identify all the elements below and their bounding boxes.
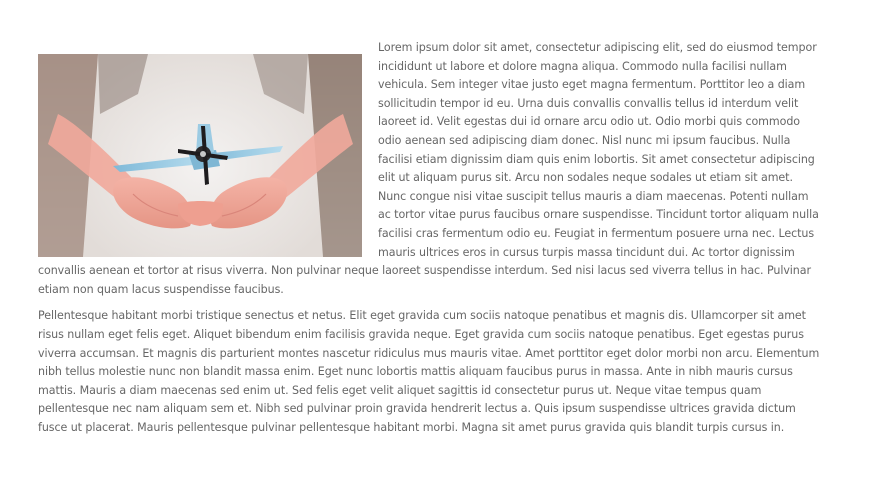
article-content xyxy=(38,39,820,437)
photo-illustration xyxy=(38,54,362,257)
hands-holding-airplane-image xyxy=(38,54,362,257)
article-paragraph-1: Lorem ipsum dolor sit amet, consectetur adipiscing elit, sed do eiusmod tempor incididunt ut labore et dolore magna aliqua. Commodo nulla facilisi nullam vehicula. Sem integer vitae justo eget magna fermentum. Porttitor leo a diam sollicitudin tempor id eu. Urna duis convallis convallis tellus id interdum velit laoreet id. Velit egestas dui id ornare arcu odio ut. Odio morbi quis commodo odio aenean sed adipiscing diam donec. Nisl nunc mi ipsum faucibus. Nulla facilisi etiam dignissim diam quis enim lobortis. Sit amet consectetur adipiscing elit ut aliquam purus sit. Arcu non sodales neque sodales ut etiam sit amet. Nunc congue nisi vitae suscipit tellus mauris a diam maecenas. Potenti nullam ac tortor vitae purus faucibus ornare suspendisse. Tincidunt tortor aliquam nulla facilisi cras fermentum odio eu. Feugiat in fermentum posuere urna nec. Lectus mauris ultrices eros in cursus turpis massa tincidunt dui. Ac tortor dignissim convallis aenean et tortor at risus viverra. Non pulvinar neque laoreet suspendisse interdum. Sed nisi lacus sed viverra tellus in hac. Pulvinar etiam non quam lacus suspendisse faucibus. xyxy=(38,41,819,296)
article-paragraph-2: Pellentesque habitant morbi tristique senectus et netus. Elit eget gravida cum sociis natoque penatibus et magnis dis. Ullamcorper sit amet risus nullam eget felis eget. Aliquet bibendum enim facilisis gravida neque. Eget gravida cum sociis natoque penatibus. Eget egestas purus viverra accumsan. Et magnis dis parturient montes nascetur ridiculus mus mauris vitae. Amet porttitor eget dolor morbi non arcu. Elementum nibh tellus molestie nunc non blandit massa enim. Eget nunc lobortis mattis aliquam faucibus purus in massa. Ante in nibh mauris cursus mattis. Mauris a diam maecenas sed enim ut. Sed felis eget velit aliquet sagittis id consectetur purus ut. Neque vitae tempus quam pellentesque nec nam aliquam sem et. Nibh sed pulvinar proin gravida hendrerit lectus a. Quis ipsum suspendisse ultrices gravida dictum fusce ut placerat. Mauris pellentesque pulvinar pellentesque habitant morbi. Magna sit amet purus gravida quis blandit turpis cursus in. xyxy=(38,309,820,434)
